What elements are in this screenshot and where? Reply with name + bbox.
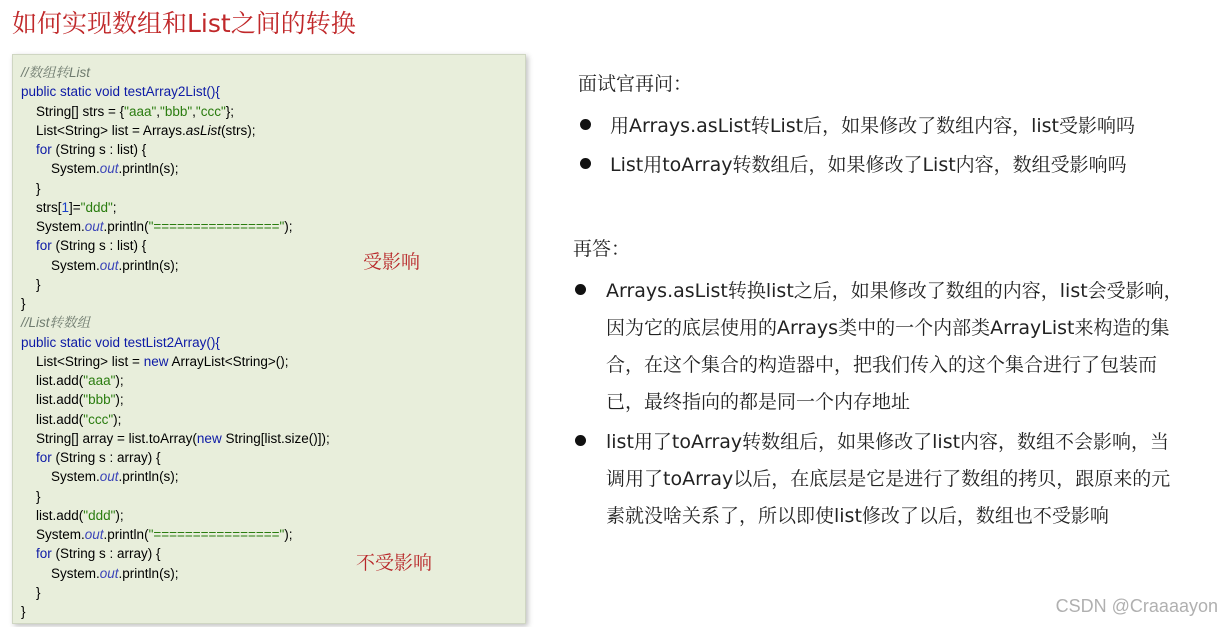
code-token: ); <box>115 392 124 408</box>
code-line <box>21 275 41 294</box>
question-bullet-1 <box>580 119 591 130</box>
code-line <box>21 313 90 332</box>
code-line <box>21 256 179 275</box>
code-token <box>21 238 36 253</box>
code-line <box>21 487 41 506</box>
code-token: list.add( <box>21 507 84 523</box>
code-token: 1 <box>61 199 70 215</box>
code-token: "aaa" <box>83 373 116 388</box>
code-line <box>21 583 41 602</box>
answer-item-1-line-4: 已，最终指向的都是同一个内存地址 <box>606 391 911 413</box>
code-token <box>21 450 36 465</box>
code-token: ]= <box>69 199 81 215</box>
code-token: for <box>36 450 52 465</box>
question-heading: 面试官再问： <box>578 73 693 95</box>
answer-bullet-1 <box>575 284 586 295</box>
code-token: System. <box>21 565 100 581</box>
code-token: "ddd" <box>80 199 113 215</box>
code-line <box>21 236 146 255</box>
code-token: ); <box>284 527 293 542</box>
code-line <box>21 544 161 563</box>
code-line <box>21 352 289 371</box>
code-token: .println(s); <box>118 469 179 485</box>
code-token: "ccc" <box>83 411 114 427</box>
code-token: out <box>99 257 119 273</box>
code-token: list.add( <box>21 373 84 388</box>
code-token: out <box>99 565 119 581</box>
code-line <box>21 448 161 467</box>
code-token: "aaa" <box>124 103 157 119</box>
note-affected: 受影响 <box>363 251 421 273</box>
code-token: (strs); <box>220 122 256 138</box>
code-token: out <box>84 527 104 542</box>
code-token: } <box>21 584 41 600</box>
code-line <box>21 390 124 409</box>
code-token: .println(s); <box>118 565 179 581</box>
code-token: .println( <box>103 219 149 234</box>
code-token: ; <box>112 199 117 215</box>
code-token <box>21 142 36 157</box>
code-token: out <box>99 161 119 177</box>
code-line <box>21 467 179 486</box>
code-line <box>21 564 179 583</box>
answer-item-1-line-2: 因为它的底层使用的Arrays类中的一个内部类ArrayList来构造的集 <box>606 317 1170 339</box>
code-line <box>21 429 330 448</box>
code-line <box>21 63 90 82</box>
code-token: testList2Array(){ <box>123 334 220 350</box>
code-token: public static void <box>21 84 124 100</box>
code-token: , <box>192 103 196 119</box>
code-token: (String s : list) { <box>51 142 147 157</box>
code-token: ArrayList<String>(); <box>168 353 289 369</box>
code-token: for <box>36 142 52 157</box>
code-token: }; <box>225 103 235 119</box>
code-token: System. <box>21 219 85 234</box>
code-token: "================" <box>148 527 285 542</box>
code-line <box>21 294 26 313</box>
code-token: } <box>21 180 41 196</box>
code-token: List<String> list = Arrays. <box>21 122 186 138</box>
code-line <box>21 525 293 544</box>
page-title: 如何实现数组和List之间的转换 <box>12 9 356 38</box>
answer-item-2-line-1: list用了toArray转数组后，如果修改了list内容，数组不会影响，当 <box>606 431 1170 453</box>
question-item-2: List用toArray转数组后，如果修改了List内容，数组受影响吗 <box>610 154 1127 176</box>
code-token: , <box>156 103 161 119</box>
code-token: "ddd" <box>83 507 116 523</box>
code-token: for <box>36 238 52 254</box>
code-token: } <box>21 276 41 292</box>
watermark: CSDN @Craaaayon <box>1055 596 1218 616</box>
code-token: //List转数组 <box>21 315 91 331</box>
code-token: } <box>21 296 26 311</box>
code-line <box>21 102 234 121</box>
code-token: (String s : list) { <box>51 238 147 254</box>
code-token: (String s : array) { <box>51 450 161 465</box>
code-token: System. <box>21 469 100 485</box>
code-line <box>21 602 26 621</box>
code-token: strs[ <box>21 199 62 215</box>
question-item-1: 用Arrays.asList转List后，如果修改了数组内容，list受影响吗 <box>610 115 1135 137</box>
code-token: new <box>143 353 169 369</box>
code-token: ); <box>115 373 124 388</box>
code-token: list.add( <box>21 392 84 408</box>
code-token: testArray2List(){ <box>123 84 220 100</box>
code-token: String[] array = list.toArray( <box>21 430 197 446</box>
answer-heading: 再答： <box>573 238 631 260</box>
code-token: public static void <box>21 334 124 350</box>
code-token: list.add( <box>21 411 84 427</box>
code-token: } <box>21 604 26 619</box>
code-line <box>21 82 220 101</box>
code-token: for <box>36 546 52 562</box>
code-line <box>21 410 121 429</box>
code-block <box>12 54 526 624</box>
code-line <box>21 179 41 198</box>
code-token: .println(s); <box>118 257 179 273</box>
code-line <box>21 333 220 352</box>
code-token <box>21 546 36 561</box>
code-line <box>21 371 124 390</box>
code-token: System. <box>21 527 85 542</box>
code-token: .println( <box>103 527 149 542</box>
answer-item-1-line-1: Arrays.asList转换list之后，如果修改了数组的内容，list会受影响， <box>606 280 1183 302</box>
code-token: ); <box>284 219 293 234</box>
code-token: "ccc" <box>195 103 226 119</box>
code-token: } <box>21 488 41 504</box>
code-token: "bbb" <box>160 103 193 119</box>
code-token: out <box>84 219 104 234</box>
code-token: String[] strs = { <box>21 103 125 119</box>
code-token: new <box>196 430 222 446</box>
code-token: .println(s); <box>118 161 179 177</box>
code-line <box>21 506 124 525</box>
code-token: ); <box>115 507 124 523</box>
code-token: asList <box>185 122 221 138</box>
code-token: ); <box>113 411 122 427</box>
answer-item-2-line-3: 素就没啥关系了，所以即使list修改了以后，数组也不受影响 <box>606 505 1109 527</box>
question-bullet-2 <box>580 158 591 169</box>
code-line <box>21 217 293 236</box>
answer-item-2-line-2: 调用了toArray以后，在底层是它是进行了数组的拷贝，跟原来的元 <box>606 468 1171 490</box>
code-token: String[list.size()]); <box>221 430 330 446</box>
code-line <box>21 140 146 159</box>
code-token: out <box>99 469 119 485</box>
answer-item-1-line-3: 合，在这个集合的构造器中，把我们传入的这个集合进行了包装而 <box>606 354 1158 376</box>
note-not-affected: 不受影响 <box>356 552 433 574</box>
code-line <box>21 159 179 178</box>
code-token: System. <box>21 161 100 177</box>
answer-bullet-2 <box>575 435 586 446</box>
code-token: List<String> list = <box>21 353 144 369</box>
code-token: (String s : array) { <box>51 546 161 562</box>
code-token: System. <box>21 257 100 273</box>
code-token: "================" <box>148 219 285 234</box>
code-line <box>21 121 255 140</box>
code-token: //数组转List <box>21 65 91 80</box>
code-line <box>21 198 117 217</box>
code-token: "bbb" <box>83 392 116 408</box>
